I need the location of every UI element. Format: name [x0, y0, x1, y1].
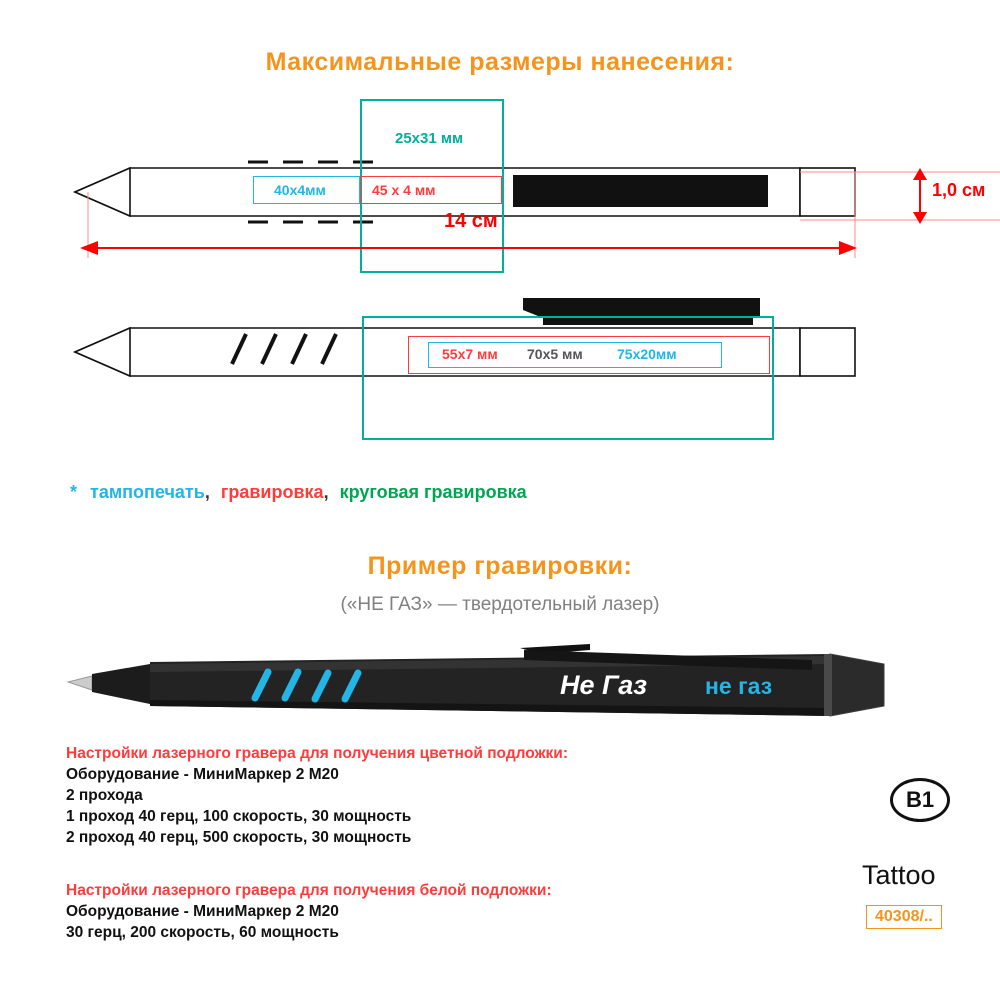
- red-zone-top-label: 45 x 4 мм: [372, 182, 436, 198]
- b1-badge: B1: [890, 778, 950, 822]
- red-zone-bottom-label: 55x7 мм: [442, 346, 498, 362]
- settings-color-heading: Настройки лазерного гравера для получения цветной подложки:: [66, 745, 569, 762]
- legend-sep-2: ,: [323, 482, 329, 502]
- cyan-zone-top-label: 40x4мм: [274, 182, 326, 198]
- grey-zone-bottom-label: 70x5 мм: [527, 346, 583, 362]
- settings-color-line-2: 2 прохода: [66, 787, 143, 804]
- legend-item-round-engraving: круговая гравировка: [339, 482, 527, 502]
- settings-block-color: [66, 745, 686, 847]
- page-title: Максимальные размеры нанесения:: [265, 48, 735, 76]
- legend-sep-1: ,: [204, 482, 210, 502]
- legend-item-engraving: гравировка: [220, 482, 324, 502]
- example-subtitle: («НЕ ГАЗ» — твердотельный лазер): [340, 594, 660, 615]
- article-code: 40308/..: [866, 905, 942, 929]
- tattoo-label: Tattoo: [862, 860, 936, 890]
- engraving-cyan-text: не газ: [705, 673, 773, 699]
- bottom-pen-diagram: [0, 290, 1000, 460]
- settings-white-line-1: Оборудование - МиниМаркер 2 M20: [66, 903, 339, 920]
- settings-block-white: [66, 882, 686, 942]
- teal-zone-top-label: 25x31 мм: [395, 130, 464, 147]
- teal-zone-bottom: [362, 316, 774, 440]
- settings-color-line-1: Оборудование - МиниМаркер 2 M20: [66, 766, 339, 783]
- settings-white-heading: Настройки лазерного гравера для получения белой подложки:: [66, 882, 552, 899]
- length-label: 14 см: [444, 210, 498, 232]
- dimension-arrows: [0, 150, 1000, 290]
- settings-color-line-4: 2 проход 40 герц, 500 скорость, 30 мощность: [66, 829, 412, 846]
- example-title: Пример гравировки:: [367, 552, 633, 580]
- engraving-white-text: Не Газ: [560, 670, 648, 700]
- legend: [70, 482, 527, 503]
- legend-item-tampo: тампопечать: [90, 482, 205, 502]
- legend-star: *: [70, 482, 78, 502]
- settings-color-line-3: 1 проход 40 герц, 100 скорость, 30 мощность: [66, 808, 412, 825]
- settings-white-line-2: 30 герц, 200 скорость, 60 мощность: [66, 924, 339, 941]
- engraved-pen-illustration: [0, 620, 1000, 740]
- cyan-zone-bottom-label: 75x20мм: [617, 346, 677, 362]
- height-label: 1,0 см: [932, 180, 986, 200]
